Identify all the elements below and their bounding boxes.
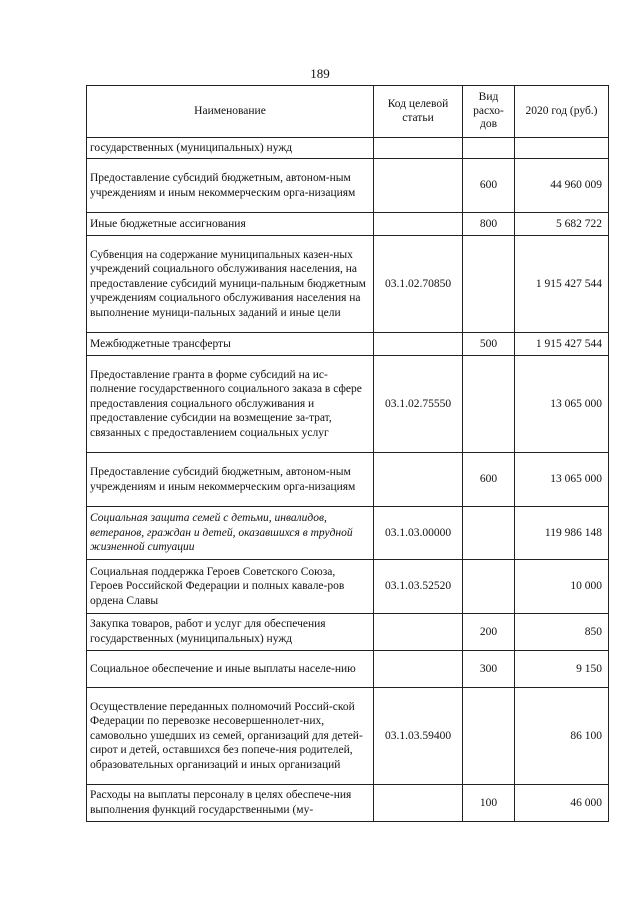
table-row xyxy=(87,236,609,333)
header-name: Наименование xyxy=(87,86,374,138)
row-kind xyxy=(463,560,515,614)
row-kind: 800 xyxy=(463,213,515,236)
page-number: 189 xyxy=(310,66,330,81)
row-name: Осуществление переданных полномочий Россий-ской Федерации по перевозке несовершеннолет-них, самовольно ушедших из семей, организаций для детей-сирот и детей, оставшихся без попече-ния родителей, образовательных организаций и иных организаций xyxy=(87,688,374,785)
row-sum: 44 960 009 xyxy=(515,159,609,213)
header-sum: 2020 год (руб.) xyxy=(515,86,609,138)
budget-table xyxy=(86,85,609,822)
row-kind: 500 xyxy=(463,333,515,356)
row-name: Предоставление субсидий бюджетным, автоном-ным учреждениям и иным некоммерческим орга-низациям xyxy=(87,159,374,213)
row-sum: 1 915 427 544 xyxy=(515,333,609,356)
row-name: государственных (муниципальных) нужд xyxy=(87,138,374,159)
row-name: Предоставление гранта в форме субсидий на ис-полнение государственного социального заказа в сфере предоставления социального обслуживания и предоставление субсидии на возмещение за-трат, связанных с предоставлением социальных услуг xyxy=(87,356,374,453)
table-row xyxy=(87,507,609,560)
row-name: Межбюджетные трансферты xyxy=(87,333,374,356)
row-kind xyxy=(463,236,515,333)
row-name: Иные бюджетные ассигнования xyxy=(87,213,374,236)
table-row xyxy=(87,356,609,453)
row-kind xyxy=(463,356,515,453)
row-name: Социальная поддержка Героев Советского Союза, Героев Российской Федерации и полных кавале-ров ордена Славы xyxy=(87,560,374,614)
row-sum: 9 150 xyxy=(515,651,609,688)
row-kind: 600 xyxy=(463,453,515,507)
row-sum: 850 xyxy=(515,614,609,651)
table-row xyxy=(87,614,609,651)
row-name: Закупка товаров, работ и услуг для обеспечения государственных (муниципальных) нужд xyxy=(87,614,374,651)
row-sum: 1 915 427 544 xyxy=(515,236,609,333)
row-code xyxy=(374,614,463,651)
table-row xyxy=(87,651,609,688)
header-kind: Вид расхо-дов xyxy=(463,86,515,138)
row-code xyxy=(374,213,463,236)
table-row xyxy=(87,213,609,236)
row-name: Субвенция на содержание муниципальных казен-ных учреждений социального обслуживания населения, на предоставление субсидий муници-пальным бюджетным учреждениям социального обслуживания населения на выполнение муници-пальных заданий и иные цели xyxy=(87,236,374,333)
row-code: 03.1.03.59400 xyxy=(374,688,463,785)
row-code: 03.1.02.70850 xyxy=(374,236,463,333)
row-kind: 200 xyxy=(463,614,515,651)
row-code xyxy=(374,138,463,159)
row-code xyxy=(374,159,463,213)
table-row xyxy=(87,560,609,614)
row-sum: 10 000 xyxy=(515,560,609,614)
row-kind: 600 xyxy=(463,159,515,213)
row-name: Расходы на выплаты персоналу в целях обеспече-ния выполнения функций государственными (му- xyxy=(87,785,374,822)
row-kind xyxy=(463,507,515,560)
row-kind xyxy=(463,688,515,785)
row-name: Предоставление субсидий бюджетным, автоном-ным учреждениям и иным некоммерческим орга-низациям xyxy=(87,453,374,507)
row-code: 03.1.02.75550 xyxy=(374,356,463,453)
header-code: Код целевой статьи xyxy=(374,86,463,138)
row-sum xyxy=(515,138,609,159)
row-sum: 46 000 xyxy=(515,785,609,822)
table-row xyxy=(87,138,609,159)
table-header-row xyxy=(87,86,609,138)
row-sum: 13 065 000 xyxy=(515,356,609,453)
row-code: 03.1.03.00000 xyxy=(374,507,463,560)
row-code xyxy=(374,651,463,688)
table-row xyxy=(87,785,609,822)
row-code xyxy=(374,453,463,507)
row-kind xyxy=(463,138,515,159)
row-name: Социальная защита семей с детьми, инвалидов, ветеранов, граждан и детей, оказавшихся в трудной жизненной ситуации xyxy=(87,507,374,560)
row-sum: 13 065 000 xyxy=(515,453,609,507)
row-code xyxy=(374,333,463,356)
row-sum: 119 986 148 xyxy=(515,507,609,560)
row-sum: 86 100 xyxy=(515,688,609,785)
table-row xyxy=(87,159,609,213)
row-name: Социальное обеспечение и иные выплаты населе-нию xyxy=(87,651,374,688)
row-sum: 5 682 722 xyxy=(515,213,609,236)
table-row xyxy=(87,333,609,356)
table-row xyxy=(87,453,609,507)
row-kind: 300 xyxy=(463,651,515,688)
row-code: 03.1.03.52520 xyxy=(374,560,463,614)
row-kind: 100 xyxy=(463,785,515,822)
row-code xyxy=(374,785,463,822)
table-row xyxy=(87,688,609,785)
